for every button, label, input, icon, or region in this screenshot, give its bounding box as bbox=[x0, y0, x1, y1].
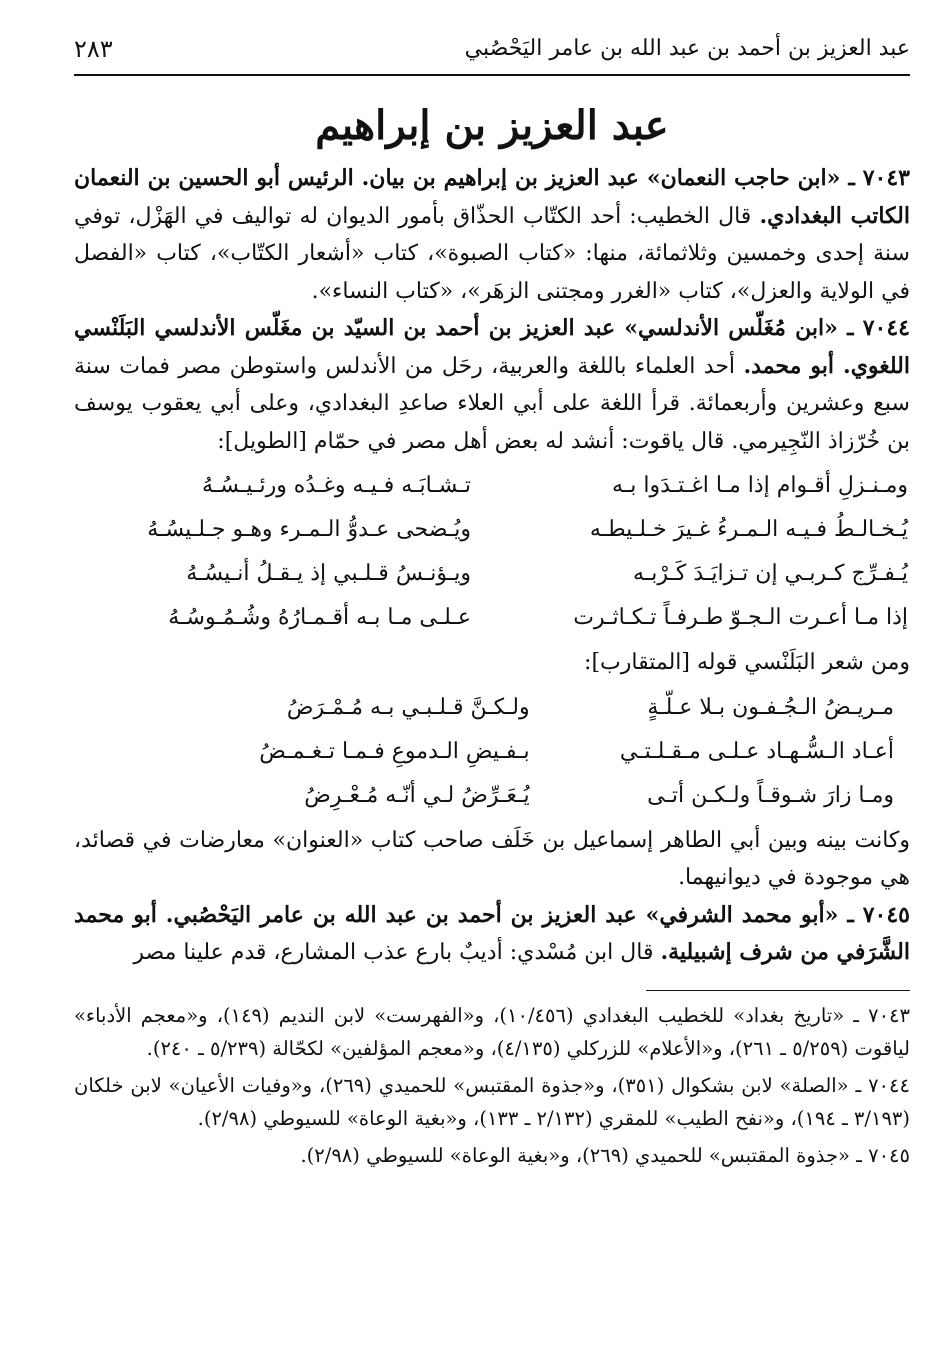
hemistich-first: أعـاد الـسُّـهـاد عـلـى مـقـلـتـي bbox=[619, 738, 894, 764]
poem-mutaqarib bbox=[74, 686, 910, 818]
hemistich-first: مـريـضُ الـجُـفـون بـلا عـلّـةٍ bbox=[647, 694, 894, 720]
entry-7044 bbox=[74, 310, 910, 460]
hemistich-second: يُـعَـرِّضُ لـي أنّـه مُـعْـرِضُ bbox=[304, 782, 530, 808]
entry-number: ٧٠٤٣ ـ bbox=[848, 165, 910, 191]
footnote-divider bbox=[646, 990, 910, 991]
poem-tawil bbox=[74, 464, 910, 640]
entry-7045 bbox=[74, 897, 910, 972]
running-title: عبد العزيز بن أحمد بن عبد الله بن عامر اليَحْصُبي bbox=[464, 36, 910, 61]
verse bbox=[74, 774, 910, 818]
entry-name: «أبو محمد الشرفي» عبد العزيز بن أحمد بن عبد الله بن عامر اليَحْصُبي. أبو محمد الشَّرَفي من شرف إشبيلية. bbox=[74, 901, 910, 965]
verse bbox=[74, 464, 910, 508]
hemistich-first: يُـفـرِّج كـربـي إن تـزايَـدَ كَـرْبـه bbox=[632, 561, 908, 586]
hemistich-second: بـفـيضِ الـدموعِ فـمـا تـغـمـضُ bbox=[259, 738, 530, 764]
entry-text: أحد العلماء باللغة والعربية، رحَل من الأندلس واستوطن مصر فمات سنة سبع وعشرين وأربعمائة. قرأ اللغة على أبي العلاء صاعدِ البغدادي، وعلى أبي يعقوب يوسف بن خُرّزاذ النّجِيرمي. قال ياقوت: أنشد له بعض أهل مصر في حمّام [الطويل]: bbox=[74, 353, 910, 454]
section-title: عبد العزيز بن إبراهيم bbox=[315, 102, 669, 149]
verse bbox=[74, 508, 910, 552]
hemistich-first: ومـا زارَ شـوقـاً ولـكـن أتـى bbox=[647, 782, 894, 808]
entry-text: قال ابن مُسْدي: أديبٌ بارع عذب المشارع، قدم علينا مصر bbox=[133, 940, 654, 965]
hemistich-first: يُـخـالـطُ فـيـه الـمـرءُ غـيرَ خـلـيطـه bbox=[589, 517, 908, 542]
closing-paragraph: وكانت بينه وبين أبي الطاهر إسماعيل بن خَلَف صاحب كتاب «العنوان» معارضات في قصائد، هي موجودة في ديوانيهما. bbox=[74, 827, 910, 890]
page-number: ٢٨٣ bbox=[74, 35, 113, 63]
page bbox=[74, 34, 910, 1176]
entry-number: ٧٠٤٤ ـ bbox=[847, 315, 910, 341]
hemistich-second: ويـؤنـسُ قـلـبي إذ يـقـلُ أنـيسُـهُ bbox=[186, 561, 471, 586]
footnote-7045: ٧٠٤٥ ـ «جذوة المقتبس» للحميدي (٢٦٩)، و«بغية الوعاة» للسيوطي (٢/٩٨). bbox=[300, 1143, 910, 1167]
hemistich-second: ويُـضحى عـدوُّ الـمـرء وهـو جـلـيسُـهُ bbox=[147, 517, 471, 542]
entry-7043 bbox=[74, 160, 910, 310]
verse bbox=[74, 730, 910, 774]
entry-name: «ابن مُغَلّس الأندلسي» عبد العزيز بن أحمد بن السيّد بن مغَلّس الأندلسي البَلَنْسي اللغوي. أبو محمد. bbox=[74, 315, 910, 379]
footnotes bbox=[74, 999, 910, 1172]
verse bbox=[74, 596, 910, 640]
hemistich-first: إذا مـا أعـرت الـجـوّ طـرفـاً تـكـاثـرت bbox=[573, 605, 908, 630]
poem2-intro: ومن شعر البَلَنْسي قوله [المتقارب]: bbox=[584, 650, 910, 675]
entry-text: قال الخطيب: أحد الكتّاب الحذّاق بأمور الديوان له تواليف في الهَزْل، توفي سنة إحدى وخمسين وثلاثمائة، منها: «كتاب الصبوة»، كتاب «أشعار الكتّاب»، كتاب «الفصل في الولاية والعزل»، كتاب «الغرر ومجتنى الزهَر»، «كتاب النساء». bbox=[74, 203, 910, 304]
hemistich-second: ولـكـنَّ قـلـبـي بـه مُـمْـرَضُ bbox=[286, 694, 530, 720]
hemistich-second: عـلـى مـا بـه أقـمـارُهُ وشُـمُـوسُـهُ bbox=[168, 605, 471, 630]
running-header bbox=[74, 34, 910, 76]
footnote-7043: ٧٠٤٣ ـ «تاريخ بغداد» للخطيب البغدادي (١٠/٤٥٦)، و«الفهرست» لابن النديم (١٤٩)، و«معجم الأدباء» لياقوت (٥/٢٥٩ ـ ٢٦١)، و«الأعلام» للزركلي (٤/١٣٥)، و«معجم المؤلفين» لكحّالة (٥/٢٣٩ ـ ٢٤٠). bbox=[74, 1003, 910, 1060]
hemistich-first: ومـنـزلِ أقـوام إذا مـا اغـتـدَوا بـه bbox=[612, 473, 908, 498]
entry-number: ٧٠٤٥ ـ bbox=[847, 901, 910, 928]
verse bbox=[74, 686, 910, 730]
entry-name: «ابن حاجب النعمان» عبد العزيز بن إبراهيم بن بيان. الرئيس أبو الحسين بن النعمان الكاتب البغدادي. bbox=[74, 165, 910, 229]
hemistich-second: تـشـابَـه فـيـه وغـدُه ورئـيـسُـهُ bbox=[202, 473, 471, 498]
verse bbox=[74, 552, 910, 596]
footnote-7044: ٧٠٤٤ ـ «الصلة» لابن بشكوال (٣٥١)، و«جذوة المقتبس» للحميدي (٢٦٩)، و«وفيات الأعيان» لابن خلكان (٣/١٩٣ ـ ١٩٤)، و«نفح الطيب» للمقري (٢/١٣٢ ـ ١٣٣)، و«بغية الوعاة» للسيوطي (٢/٩٨). bbox=[74, 1073, 910, 1130]
